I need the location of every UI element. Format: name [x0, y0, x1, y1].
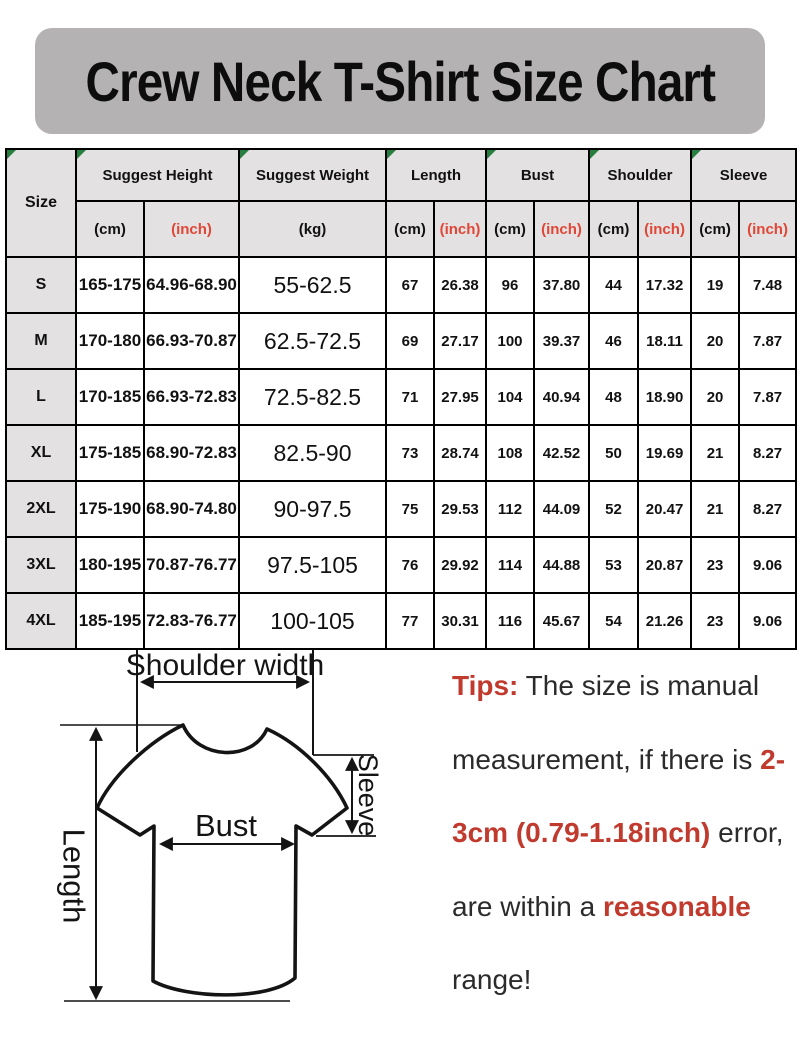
cell-bust-inch: 44.88 [534, 537, 589, 593]
unit-header-length-cm: (cm) [386, 201, 434, 257]
cell-bust-inch: 37.80 [534, 257, 589, 313]
tips-text: are within a [452, 890, 603, 922]
col-header-length: Length [386, 149, 486, 201]
cell-size: 4XL [6, 593, 76, 649]
cell-height-cm: 170-185 [76, 369, 144, 425]
diagram-label-bust: Bust [194, 808, 258, 843]
tips-highlight: 2- [760, 743, 786, 775]
cell-bust-inch: 39.37 [534, 313, 589, 369]
cell-shoulder-cm: 54 [589, 593, 638, 649]
cell-length-cm: 71 [386, 369, 434, 425]
col-header-suggest-weight: Suggest Weight [239, 149, 386, 201]
cell-shoulder-inch: 19.69 [638, 425, 691, 481]
cell-height-inch: 68.90-72.83 [144, 425, 239, 481]
unit-header-length-inch: (inch) [434, 201, 486, 257]
unit-header-sleeve-inch: (inch) [739, 201, 796, 257]
cell-height-inch: 66.93-72.83 [144, 369, 239, 425]
cell-length-cm: 75 [386, 481, 434, 537]
cell-weight-kg: 90-97.5 [239, 481, 386, 537]
tips-line [452, 649, 797, 723]
table-row [6, 425, 796, 481]
cell-size: XL [6, 425, 76, 481]
cell-height-cm: 175-185 [76, 425, 144, 481]
cell-shoulder-inch: 20.87 [638, 537, 691, 593]
tips-text: The size is manual [518, 670, 760, 701]
cell-bust-inch: 40.94 [534, 369, 589, 425]
col-header-bust: Bust [486, 149, 589, 201]
tshirt-measurement-diagram [0, 648, 450, 1040]
table-row [6, 481, 796, 537]
table-row [6, 313, 796, 369]
tips-line [452, 723, 797, 797]
unit-header-height-inch: (inch) [144, 201, 239, 257]
cell-shoulder-inch: 17.32 [638, 257, 691, 313]
cell-sleeve-inch: 9.06 [739, 537, 796, 593]
col-header-shoulder: Shoulder [589, 149, 691, 201]
cell-height-cm: 170-180 [76, 313, 144, 369]
tips-note [452, 649, 797, 1017]
tips-highlight: Tips: [452, 670, 519, 701]
cell-height-cm: 185-195 [76, 593, 144, 649]
comment-marker-icon [487, 150, 496, 159]
cell-sleeve-cm: 23 [691, 593, 739, 649]
cell-shoulder-cm: 46 [589, 313, 638, 369]
cell-height-cm: 165-175 [76, 257, 144, 313]
unit-header-bust-cm: (cm) [486, 201, 534, 257]
table-row [6, 537, 796, 593]
cell-weight-kg: 62.5-72.5 [239, 313, 386, 369]
cell-shoulder-cm: 53 [589, 537, 638, 593]
comment-marker-icon [387, 150, 396, 159]
cell-height-cm: 180-195 [76, 537, 144, 593]
col-header-sleeve: Sleeve [691, 149, 796, 201]
unit-header-sleeve-cm: (cm) [691, 201, 739, 257]
cell-size: S [6, 257, 76, 313]
comment-marker-icon [77, 150, 86, 159]
cell-height-inch: 70.87-76.77 [144, 537, 239, 593]
cell-weight-kg: 97.5-105 [239, 537, 386, 593]
cell-height-inch: 66.93-70.87 [144, 313, 239, 369]
chart-title-banner [35, 28, 765, 134]
cell-height-cm: 175-190 [76, 481, 144, 537]
cell-length-inch: 29.53 [434, 481, 486, 537]
cell-bust-inch: 42.52 [534, 425, 589, 481]
cell-sleeve-cm: 21 [691, 425, 739, 481]
unit-header-weight-kg: (kg) [239, 201, 386, 257]
tips-line [452, 943, 797, 1017]
cell-sleeve-inch: 7.87 [739, 313, 796, 369]
cell-length-inch: 27.95 [434, 369, 486, 425]
cell-length-cm: 76 [386, 537, 434, 593]
cell-sleeve-inch: 7.87 [739, 369, 796, 425]
cell-shoulder-cm: 50 [589, 425, 638, 481]
cell-sleeve-inch: 8.27 [739, 425, 796, 481]
cell-sleeve-inch: 7.48 [739, 257, 796, 313]
table-row [6, 257, 796, 313]
diagram-label-length: Length [56, 828, 92, 924]
cell-sleeve-cm: 23 [691, 537, 739, 593]
cell-shoulder-inch: 20.47 [638, 481, 691, 537]
tips-text: measurement, if there is [452, 743, 761, 775]
cell-size: 2XL [6, 481, 76, 537]
cell-length-inch: 26.38 [434, 257, 486, 313]
table-row [6, 593, 796, 649]
cell-weight-kg: 82.5-90 [239, 425, 386, 481]
cell-bust-cm: 116 [486, 593, 534, 649]
cell-length-inch: 30.31 [434, 593, 486, 649]
cell-bust-cm: 100 [486, 313, 534, 369]
cell-sleeve-cm: 21 [691, 481, 739, 537]
diagram-label-sleeve: Sleeve [353, 753, 383, 837]
tips-line [452, 796, 797, 870]
cell-sleeve-inch: 9.06 [739, 593, 796, 649]
cell-bust-inch: 44.09 [534, 481, 589, 537]
cell-sleeve-inch: 8.27 [739, 481, 796, 537]
cell-length-cm: 69 [386, 313, 434, 369]
cell-size: L [6, 369, 76, 425]
cell-size: 3XL [6, 537, 76, 593]
cell-bust-cm: 96 [486, 257, 534, 313]
unit-header-height-cm: (cm) [76, 201, 144, 257]
cell-bust-cm: 112 [486, 481, 534, 537]
cell-shoulder-cm: 52 [589, 481, 638, 537]
tshirt-outline [97, 725, 347, 995]
cell-sleeve-cm: 20 [691, 369, 739, 425]
cell-bust-cm: 114 [486, 537, 534, 593]
cell-length-inch: 29.92 [434, 537, 486, 593]
tips-text: range! [452, 964, 532, 995]
comment-marker-icon [692, 150, 701, 159]
page-title: Crew Neck T-Shirt Size Chart [85, 49, 715, 113]
cell-weight-kg: 55-62.5 [239, 257, 386, 313]
cell-length-cm: 77 [386, 593, 434, 649]
comment-marker-icon [590, 150, 599, 159]
cell-weight-kg: 100-105 [239, 593, 386, 649]
cell-sleeve-cm: 20 [691, 313, 739, 369]
header-row-groups [6, 149, 796, 201]
unit-header-shoulder-inch: (inch) [638, 201, 691, 257]
cell-bust-cm: 108 [486, 425, 534, 481]
cell-sleeve-cm: 19 [691, 257, 739, 313]
comment-marker-icon [7, 150, 16, 159]
col-header-size: Size [6, 149, 76, 257]
cell-size: M [6, 313, 76, 369]
cell-shoulder-inch: 21.26 [638, 593, 691, 649]
cell-bust-inch: 45.67 [534, 593, 589, 649]
cell-shoulder-cm: 44 [589, 257, 638, 313]
cell-weight-kg: 72.5-82.5 [239, 369, 386, 425]
unit-header-bust-inch: (inch) [534, 201, 589, 257]
cell-length-cm: 67 [386, 257, 434, 313]
size-chart-table [5, 148, 797, 650]
diagram-label-shoulder-width: Shoulder width [125, 649, 325, 682]
cell-length-inch: 27.17 [434, 313, 486, 369]
cell-bust-cm: 104 [486, 369, 534, 425]
header-row-units [6, 201, 796, 257]
cell-height-inch: 64.96-68.90 [144, 257, 239, 313]
tips-highlight: 3cm (0.79-1.18inch) [452, 817, 711, 848]
cell-height-inch: 72.83-76.77 [144, 593, 239, 649]
comment-marker-icon [240, 150, 249, 159]
cell-shoulder-inch: 18.11 [638, 313, 691, 369]
table-row [6, 369, 796, 425]
cell-height-inch: 68.90-74.80 [144, 481, 239, 537]
tips-highlight: reasonable [602, 890, 751, 922]
unit-header-shoulder-cm: (cm) [589, 201, 638, 257]
cell-shoulder-inch: 18.90 [638, 369, 691, 425]
cell-length-cm: 73 [386, 425, 434, 481]
tips-line [452, 870, 797, 944]
tips-text: error, [710, 817, 784, 848]
cell-length-inch: 28.74 [434, 425, 486, 481]
cell-shoulder-cm: 48 [589, 369, 638, 425]
col-header-suggest-height: Suggest Height [76, 149, 239, 201]
